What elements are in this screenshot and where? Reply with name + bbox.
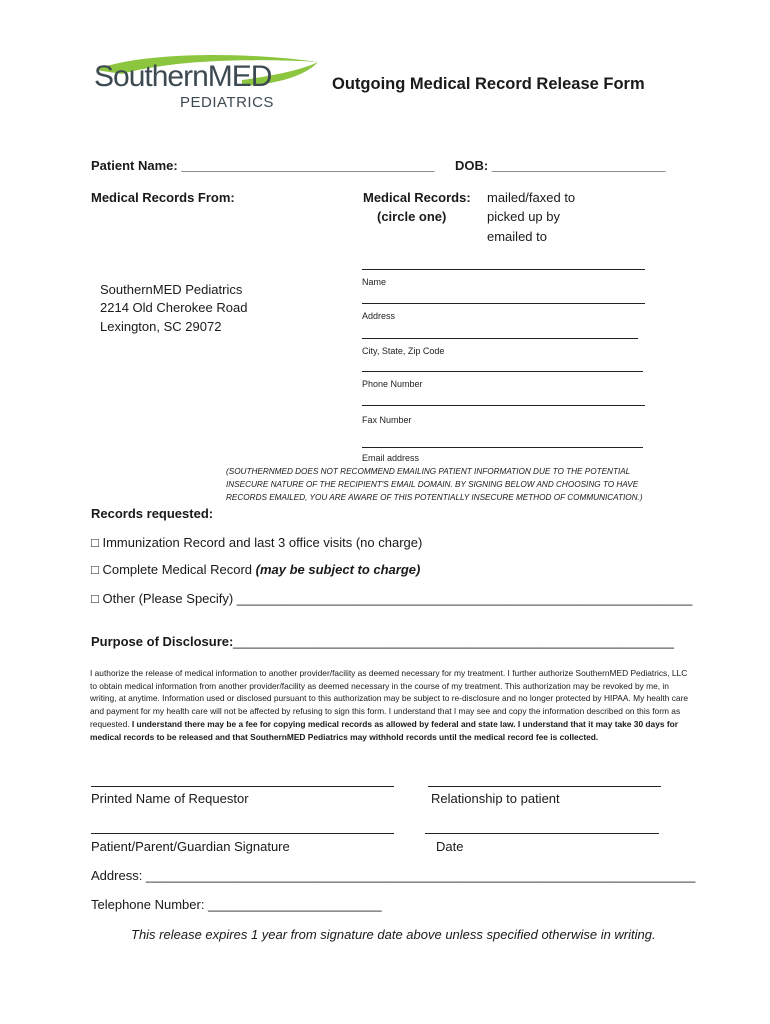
option-complete-record[interactable]	[91, 562, 420, 577]
method-option-email[interactable]: emailed to	[487, 229, 547, 244]
page-title: Outgoing Medical Record Release Form	[332, 75, 645, 93]
date-label: Date	[436, 839, 464, 854]
printed-name-label: Printed Name of Requestor	[91, 791, 249, 806]
option-other[interactable]: □ Other (Please Specify) _______________________________________________________________	[91, 591, 693, 606]
recipient-phone-label: Phone Number	[362, 379, 423, 389]
recipient-name-line[interactable]	[362, 269, 645, 270]
recipient-email-line[interactable]	[362, 447, 643, 448]
recipient-address-line[interactable]	[362, 303, 645, 304]
signature-label: Patient/Parent/Guardian Signature	[91, 839, 290, 854]
patient-name-field[interactable]: Patient Name: ___________________________________	[91, 158, 435, 173]
authorization-paragraph	[90, 667, 690, 743]
email-notice: (SOUTHERNMED DOES NOT RECOMMEND EMAILING PATIENT INFORMATION DUE TO THE POTENTIAL INSECURE NATURE OF THE RECIPIENT'S EMAIL DOMAIN. BY SIGNING BELOW AND CHOOSING TO HAVE RECORDS EMAILED, YOU ARE AWARE OF THIS POTENTIALLY INSECURE METHOD OF COMMUNICATION.)	[226, 467, 643, 502]
records-from-label: Medical Records From:	[91, 190, 235, 205]
purpose-field[interactable]: _____________________________________________________________	[233, 634, 675, 649]
records-from-address-1: SouthernMED Pediatrics	[100, 282, 243, 297]
recipient-city-line[interactable]	[362, 338, 638, 339]
authorization-text: I authorize the release of medical information to another provider/facility as deemed necessary for my treatment. I further authorize SouthernMED Pediatrics, LLC to obtain medical information from another provider/facility as deemed necessary in the course of my treatment. This authorization may be revoked by me, in writing, at anytime. Information used or disclosed pursuant to this authorization may be subject to re-disclosure and no longer protected by HIPAA. My health care and payment for my health care will not be affected by refusing to sign this form. I understand that I may see and copy the information described on this form as requested.	[90, 668, 689, 729]
recipient-email-label: Email address	[362, 453, 420, 463]
logo-sub: PEDIATRICS	[180, 94, 274, 111]
method-option-mailed[interactable]: mailed/faxed to	[487, 190, 576, 205]
recipient-fax-label: Fax Number	[362, 415, 412, 425]
records-from-address-2: 2214 Old Cherokee Road	[100, 300, 248, 315]
address-field[interactable]: Address: ____________________________________________________________________________	[91, 868, 696, 883]
signature-line[interactable]	[91, 833, 394, 834]
relationship-line[interactable]	[428, 786, 661, 787]
logo	[92, 50, 322, 116]
records-method-sub: (circle one)	[377, 209, 447, 224]
date-line[interactable]	[425, 833, 659, 834]
dob-field[interactable]: DOB: ________________________	[455, 158, 666, 173]
authorization-bold-text: I understand there may be a fee for copying medical records as allowed by federal and state law. I understand that it may take 30 days for medical records to be released and that SouthernMED Pediatrics may withhold records until the medical record fee is collected.	[90, 718, 679, 742]
logo-brand: SouthernMED	[94, 60, 272, 93]
purpose-label: Purpose of Disclosure:	[91, 634, 234, 649]
relationship-label: Relationship to patient	[431, 791, 560, 806]
recipient-name-label: Name	[362, 277, 387, 287]
recipient-phone-line[interactable]	[362, 371, 643, 372]
records-requested-label: Records requested:	[91, 506, 214, 521]
option-complete-record-note: (may be subject to charge)	[255, 562, 421, 577]
recipient-address-label: Address	[362, 311, 396, 321]
option-complete-record-label: □ Complete Medical Record	[91, 562, 256, 577]
printed-name-line[interactable]	[91, 786, 394, 787]
telephone-field[interactable]: Telephone Number: ________________________	[91, 897, 382, 912]
recipient-city-label: City, State, Zip Code	[362, 346, 445, 356]
option-immunization[interactable]: □ Immunization Record and last 3 office visits (no charge)	[91, 535, 423, 550]
method-option-pickup[interactable]: picked up by	[487, 209, 560, 224]
records-from-address-3: Lexington, SC 29072	[100, 319, 222, 334]
records-method-label: Medical Records:	[363, 190, 471, 205]
recipient-fax-line[interactable]	[362, 405, 645, 406]
expiration-footer: This release expires 1 year from signature date above unless specified otherwise in writing.	[131, 927, 656, 942]
